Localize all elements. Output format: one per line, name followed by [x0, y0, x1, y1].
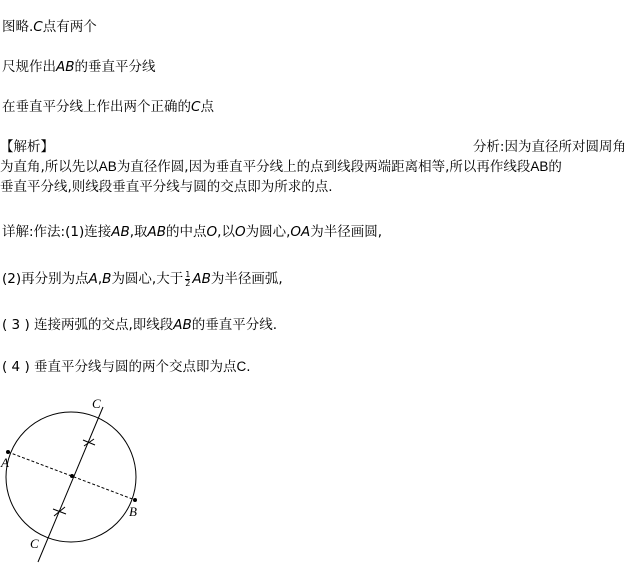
answer-line-2: 尺规作出AB的垂直平分线 [2, 59, 156, 75]
step-4: ( 4 ) 垂直平分线与圆的两个交点即为点C. [2, 359, 251, 375]
analysis-paragraph-end: 垂直平分线,则线段垂直平分线与圆的交点即为所求的点. [0, 179, 333, 195]
step-1: 详解:作法:(1)连接AB,取AB的中点O,以O为圆心,OA为半径画圆, [2, 224, 383, 240]
fraction-one-half: $\frac{1}{2}$ [185, 269, 191, 288]
segment-ab: AB [98, 159, 117, 174]
arc-mark-lower [53, 507, 66, 516]
point-a [6, 450, 10, 454]
var-c: C [191, 99, 201, 115]
analysis-heading: 【解析】 [0, 139, 54, 155]
var-c: C [33, 19, 43, 35]
answer-line-3: 在垂直平分线上作出两个正确的C点 [2, 99, 214, 115]
point-o [70, 474, 74, 478]
step-3: ( 3 ) 连接两弧的交点,即线段AB的垂直平分线. [2, 317, 278, 333]
step-2: (2)再分别为点A,B为圆心,大于 $\frac{1}{2}$ AB为半径画弧, [2, 269, 283, 288]
analysis-paragraph: 为直角,所以先以AB为直径作圆,因为垂直平分线上的点到线段两端距离相等,所以再作线段AB的 [0, 159, 562, 175]
answer-line-1: 图略.C点有两个 [2, 19, 97, 35]
analysis-intro: 分析:因为直径所对圆周角 [472, 139, 626, 155]
label-c-bottom: C [30, 536, 39, 551]
point-b [133, 498, 137, 502]
segment-ab: AB [530, 159, 549, 174]
label-c-top: C [92, 396, 101, 411]
label-a: A [1, 455, 9, 470]
label-b: B [129, 504, 137, 519]
var-ab: AB [56, 59, 75, 75]
analysis-heading-row [0, 138, 628, 156]
construction-figure [0, 392, 170, 577]
